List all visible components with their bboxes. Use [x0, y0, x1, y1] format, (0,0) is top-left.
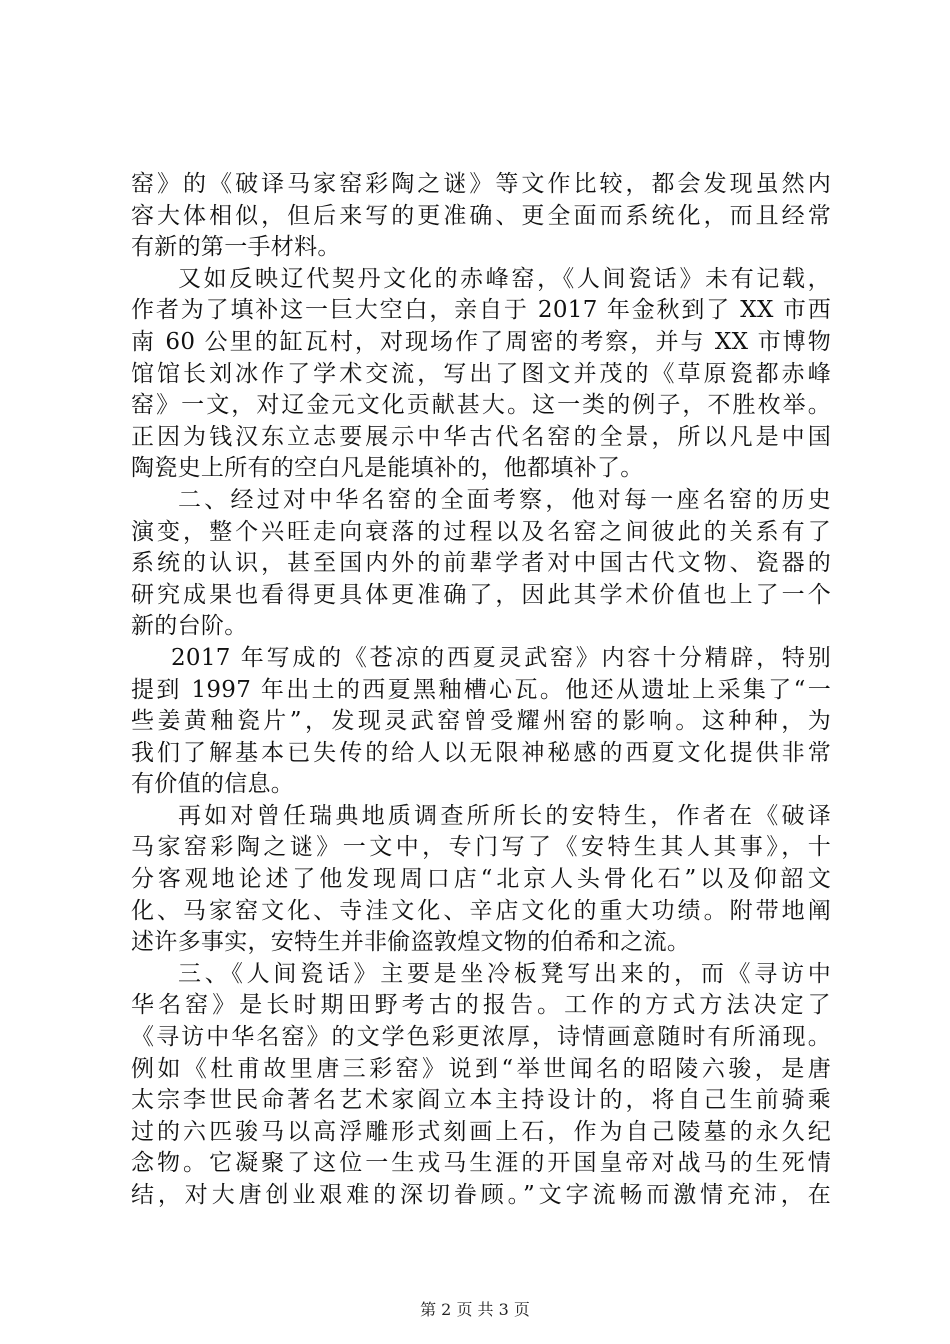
text-line: 二、经过对中华名窑的全面考察，他对每一座名窑的历史 — [178, 486, 831, 513]
text-line: 述许多事实，安特生并非偷盗敦煌文物的伯希和之流。 — [131, 929, 691, 956]
text-line: 作者为了填补这一巨大空白，亲自于 2017 年金秋到了 XX 市西 — [131, 297, 831, 324]
text-line: 容大体相似，但后来写的更准确、更全面而系统化，而且经常 — [131, 202, 831, 229]
text-line: 例如《杜甫故里唐三彩窑》说到“举世闻名的昭陵六骏，是唐 — [131, 1055, 831, 1082]
text-line: 分客观地论述了他发现周口店“北京人头骨化石”以及仰韶文 — [131, 866, 831, 893]
text-line: 结，对大唐创业艰难的深切眷顾。”文字流畅而激情充沛，在 — [131, 1182, 831, 1208]
text-line: 有新的第一手材料。 — [131, 234, 341, 261]
text-line: 南 60 公里的缸瓦村，对现场作了周密的考察，并与 XX 市博物 — [131, 328, 831, 355]
text-line: 我们了解基本已失传的给人以无限神秘感的西夏文化提供非常 — [131, 739, 831, 766]
text-line: 馆馆长刘冰作了学术交流，写出了图文并茂的《草原瓷都赤峰 — [131, 360, 831, 387]
page-footer: 第 2 页 共 3 页 — [420, 1300, 530, 1319]
text-line: 过的六匹骏马以高浮雕形式刻画上石，作为自己陵墓的永久纪 — [131, 1118, 831, 1145]
text-line: 些姜黄釉瓷片”，发现灵武窑曾受耀州窑的影响。这种种，为 — [131, 708, 831, 735]
text-line: 窑》的《破译马家窑彩陶之谜》等文作比较，都会发现虽然内 — [131, 171, 831, 197]
text-line: 《寻访中华名窑》的文学色彩更浓厚，诗情画意随时有所涌现。 — [131, 1024, 831, 1051]
text-line: 系统的认识，甚至国内外的前辈学者对中国古代文物、瓷器的 — [131, 550, 831, 577]
text-line: 太宗李世民命著名艺术家阎立本主持设计的，将自己生前骑乘 — [131, 1087, 831, 1114]
text-line: 念物。它凝聚了这位一生戎马生涯的开国皇帝对战马的生死情 — [131, 1150, 831, 1177]
text-line: 窑》一文，对辽金元文化贡献甚大。这一类的例子，不胜枚举。 — [131, 392, 831, 419]
text-line: 化、马家窑文化、寺洼文化、辛店文化的重大功绩。附带地阐 — [131, 897, 831, 924]
text-line: 三、《人间瓷话》主要是坐冷板凳写出来的，而《寻访中 — [178, 960, 831, 987]
text-line: 正因为钱汉东立志要展示中华古代名窑的全景，所以凡是中国 — [131, 423, 831, 450]
document-body — [131, 169, 831, 1212]
text-line: 又如反映辽代契丹文化的赤峰窑，《人间瓷话》未有记载， — [178, 265, 831, 292]
text-line: 有价值的信息。 — [131, 771, 295, 798]
text-line: 陶瓷史上所有的空白凡是能填补的，他都填补了。 — [131, 455, 644, 482]
text-line: 演变，整个兴旺走向衰落的过程以及名窑之间彼此的关系有了 — [131, 518, 831, 545]
text-line: 新的台阶。 — [131, 613, 248, 640]
text-line: 研究成果也看得更具体更准确了，因此其学术价值也上了一个 — [131, 581, 831, 608]
text-line: 再如对曾任瑞典地质调查所所长的安特生，作者在《破译 — [178, 802, 831, 829]
text-line: 2017 年写成的《苍凉的西夏灵武窑》内容十分精辟，特别 — [171, 644, 831, 671]
text-line: 马家窑彩陶之谜》一文中，专门写了《安特生其人其事》，十 — [131, 834, 831, 861]
text-line: 华名窑》是长时期田野考古的报告。工作的方式方法决定了 — [131, 992, 831, 1019]
text-line: 提到 1997 年出土的西夏黑釉槽心瓦。他还从遗址上采集了“一 — [131, 676, 831, 703]
